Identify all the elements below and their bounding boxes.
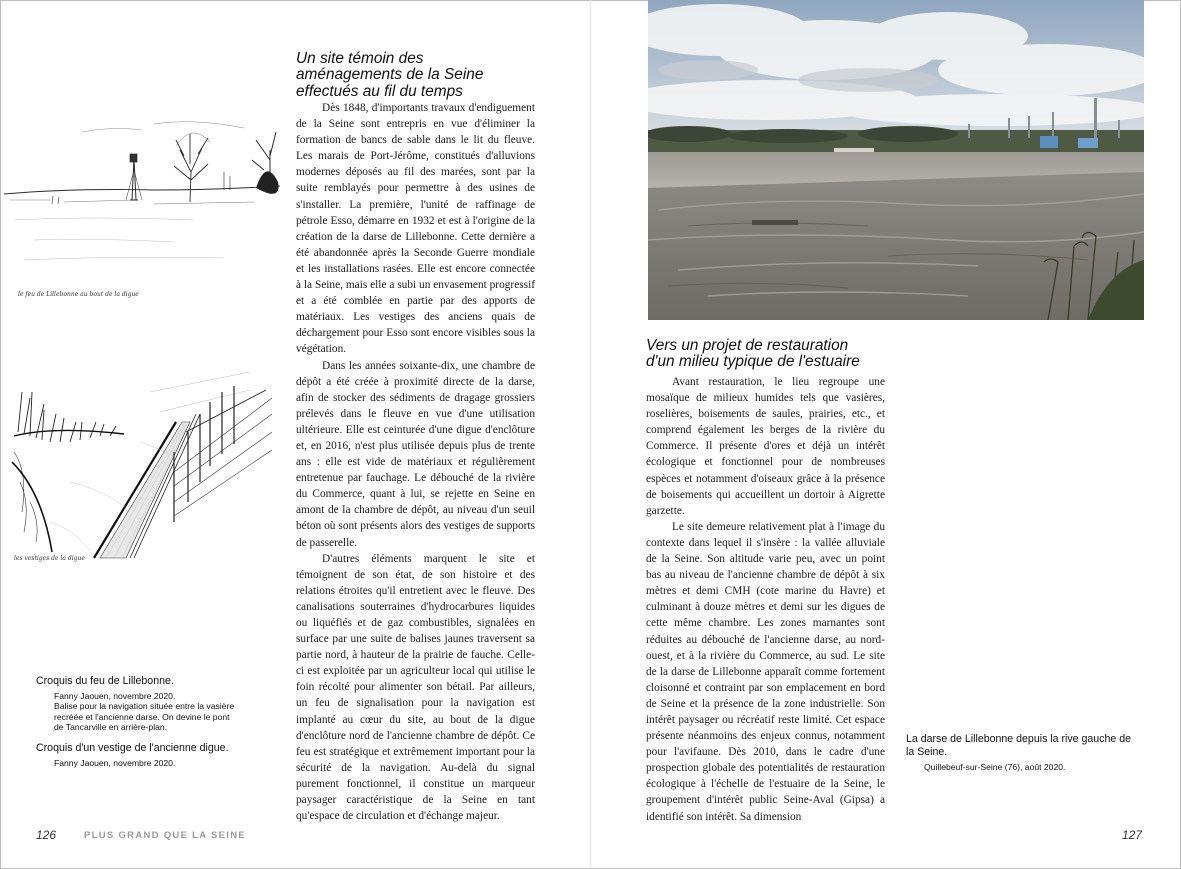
right-heading-line-1: Vers un projet de restauration bbox=[646, 337, 849, 354]
caption-lighthouse-detail-2: recréée et l'ancienne darse. On devine le pont bbox=[54, 711, 230, 722]
photo-credit: Quillebeuf-sur-Seine (76), août 2020. bbox=[924, 762, 1066, 772]
left-heading-line-1: Un site témoin des bbox=[296, 50, 424, 67]
photo-caption-line-1: La darse de Lillebonne depuis la rive gauche de bbox=[906, 733, 1131, 745]
left-paragraph-3: D'autres éléments marquent le site et témoignent de son état, de son histoire et des relations étroites qu'il entretient avec le fleuve. Des canalisations souterraines d'hydrocarbures liquides ou liquéfiés et de gaz combustibles, signalées en surface par une suite de balises jaunes traversent sa partie nord, à hauteur de la prairie de fauche. Celle-ci est exploitée par un agriculteur local qui utilise le foin récolté pour alimenter son bétail. Par ailleurs, un feu de signalisation pour la navigation est implanté au cœur du site, au bout de la digue d'enclôture nord de l'ancienne chambre de dépôt. Ce feu est stratégique et extrêmement important pour la sécurité de la navigation. Au-delà du signal purement fonctionnel, il constitue un marqueur paysager caractéristique de la Seine en tant qu'espace de circulation et d'échange majeur. bbox=[296, 552, 535, 823]
caption-lighthouse-author: Fanny Jaouen, novembre 2020. bbox=[54, 691, 176, 701]
right-body-column bbox=[646, 374, 885, 825]
left-paragraph-2: Dans les années soixante-dix, une chambre de dépôt a été créée à proximité directe de la darse, afin de stocker des sédiments de dragage grossiers prélevés dans le fleuve en vue d'une utilisation ultérieure. Elle est ceinturée d'une digue d'enclôture et, en 2016, n'est plus utilisée depuis plus de trente ans : elle est vide de matériaux et régulièrement entretenue par fauchage. Le débouché de la rivière du Commerce, quant à lui, se rejette en Seine en amont de la chambre de dépôt, au niveau d'un seuil béton où sont présents alors des vestiges de supports de passerelle. bbox=[296, 359, 535, 549]
right-paragraph-2: Le site demeure relativement plat à l'image du contexte dans lequel il s'insère : la vallée alluviale de la Seine. Son altitude varie peu, avec un point bas au niveau de l'ancienne chambre de dépôt à six mètres et demi CMH (cote marine du Havre) et culminant à douze mètres et demi sur les digues de cette même chambre. Les zones marnantes sont réduites au débouché de l'ancienne darse, au nord-ouest, et à la rivière du Commerce, au sud. Le site de la darse de Lillebonne apparaît comme fortement cloisonné et contraint par son emplacement en bord de Seine et la présence de la zone industrielle. Son intérêt paysager ou récréatif reste limité. Cet espace présente néanmoins des enjeux connus, notamment pour l'avifaune. Dès 2010, dans le cadre d'une prospection globale des potentialités de restauration écologique à l'échelle de l'estuaire de la Seine, le groupement d'intérêt public Seine-Aval (Gipsa) a identifié son intérêt. Sa dimension bbox=[646, 520, 885, 823]
caption-old-dyke-title: Croquis d'un vestige de l'ancienne digue. bbox=[36, 742, 229, 754]
right-heading bbox=[646, 338, 906, 371]
folio-right: 127 bbox=[1122, 828, 1143, 842]
sketch-lighthouse bbox=[4, 110, 280, 306]
running-head: PLUS GRAND QUE LA SEINE bbox=[84, 830, 247, 841]
photo-darse-lillebonne bbox=[648, 0, 1144, 320]
photo-darse-lillebonne-image bbox=[648, 0, 1144, 320]
caption-old-dyke bbox=[36, 742, 276, 768]
sketch-old-dyke-note: les vestiges de la digue bbox=[14, 555, 85, 562]
left-heading-line-2: aménagements de la Seine bbox=[296, 66, 484, 84]
photo-caption-line-2: la Seine. bbox=[906, 746, 948, 758]
left-heading bbox=[296, 51, 536, 100]
left-paragraph-1: Dès 1848, d'importants travaux d'endiguement de la Seine sont entrepris en vue d'éliminer la formation de bancs de sable dans le lit du fleuve. Les marais de Port-Jérôme, constitués d'alluvions modernes déposés au fil des marées, sont par la suite remblayés pour permettre à des usines de s'installer. La première, l'unité de raffinage de pétrole Esso, démarre en 1932 et est à l'origine de la création de la darse de Lillebonne. Cette dernière a été abandonnée après la Seconde Guerre mondiale et les installations rasées. Elle est encore connectée à la Seine, mais elle a subi un envasement progressif et a été comblée en partie par des apports de matériaux. Les vestiges des anciens quais de déchargement pour Esso sont encore visibles sous la végétation. bbox=[296, 102, 535, 356]
sketch-lighthouse-drawing bbox=[4, 110, 280, 306]
caption-lighthouse-title: Croquis du feu de Lillebonne. bbox=[36, 675, 174, 687]
left-heading-line-3: effectués au fil du temps bbox=[296, 82, 463, 100]
right-heading-line-2: d'un milieu typique de l'estuaire bbox=[646, 353, 860, 371]
caption-lighthouse-detail-3: de Tancarville en arrière-plan. bbox=[54, 722, 168, 733]
folio-left: 126 bbox=[36, 828, 57, 842]
left-body-column bbox=[296, 100, 535, 824]
sketch-old-dyke-drawing bbox=[10, 362, 272, 566]
caption-old-dyke-author: Fanny Jaouen, novembre 2020. bbox=[54, 758, 176, 768]
spread-gutter bbox=[590, 0, 591, 869]
caption-lighthouse-detail-1: Balise pour la navigation située entre la vasière bbox=[54, 701, 235, 712]
caption-lighthouse bbox=[36, 675, 276, 733]
sketch-old-dyke bbox=[10, 362, 272, 566]
right-paragraph-1: Avant restauration, le lieu regroupe une mosaïque de milieux humides tels que vasières, roselières, boisements de saules, prairies, etc., et comprend également les berges de la rivière du Commerce. Il présente d'ores et déjà un intérêt écologique et fonctionnel pour de nombreuses espèces et notamment d'oiseaux grâce à la présence de boisements qui accueillent un dortoir à Aigrette garzette. bbox=[646, 376, 885, 517]
photo-caption bbox=[906, 733, 1146, 772]
sketch-lighthouse-note: le feu de Lillebonne au bout de la digue bbox=[18, 291, 139, 298]
